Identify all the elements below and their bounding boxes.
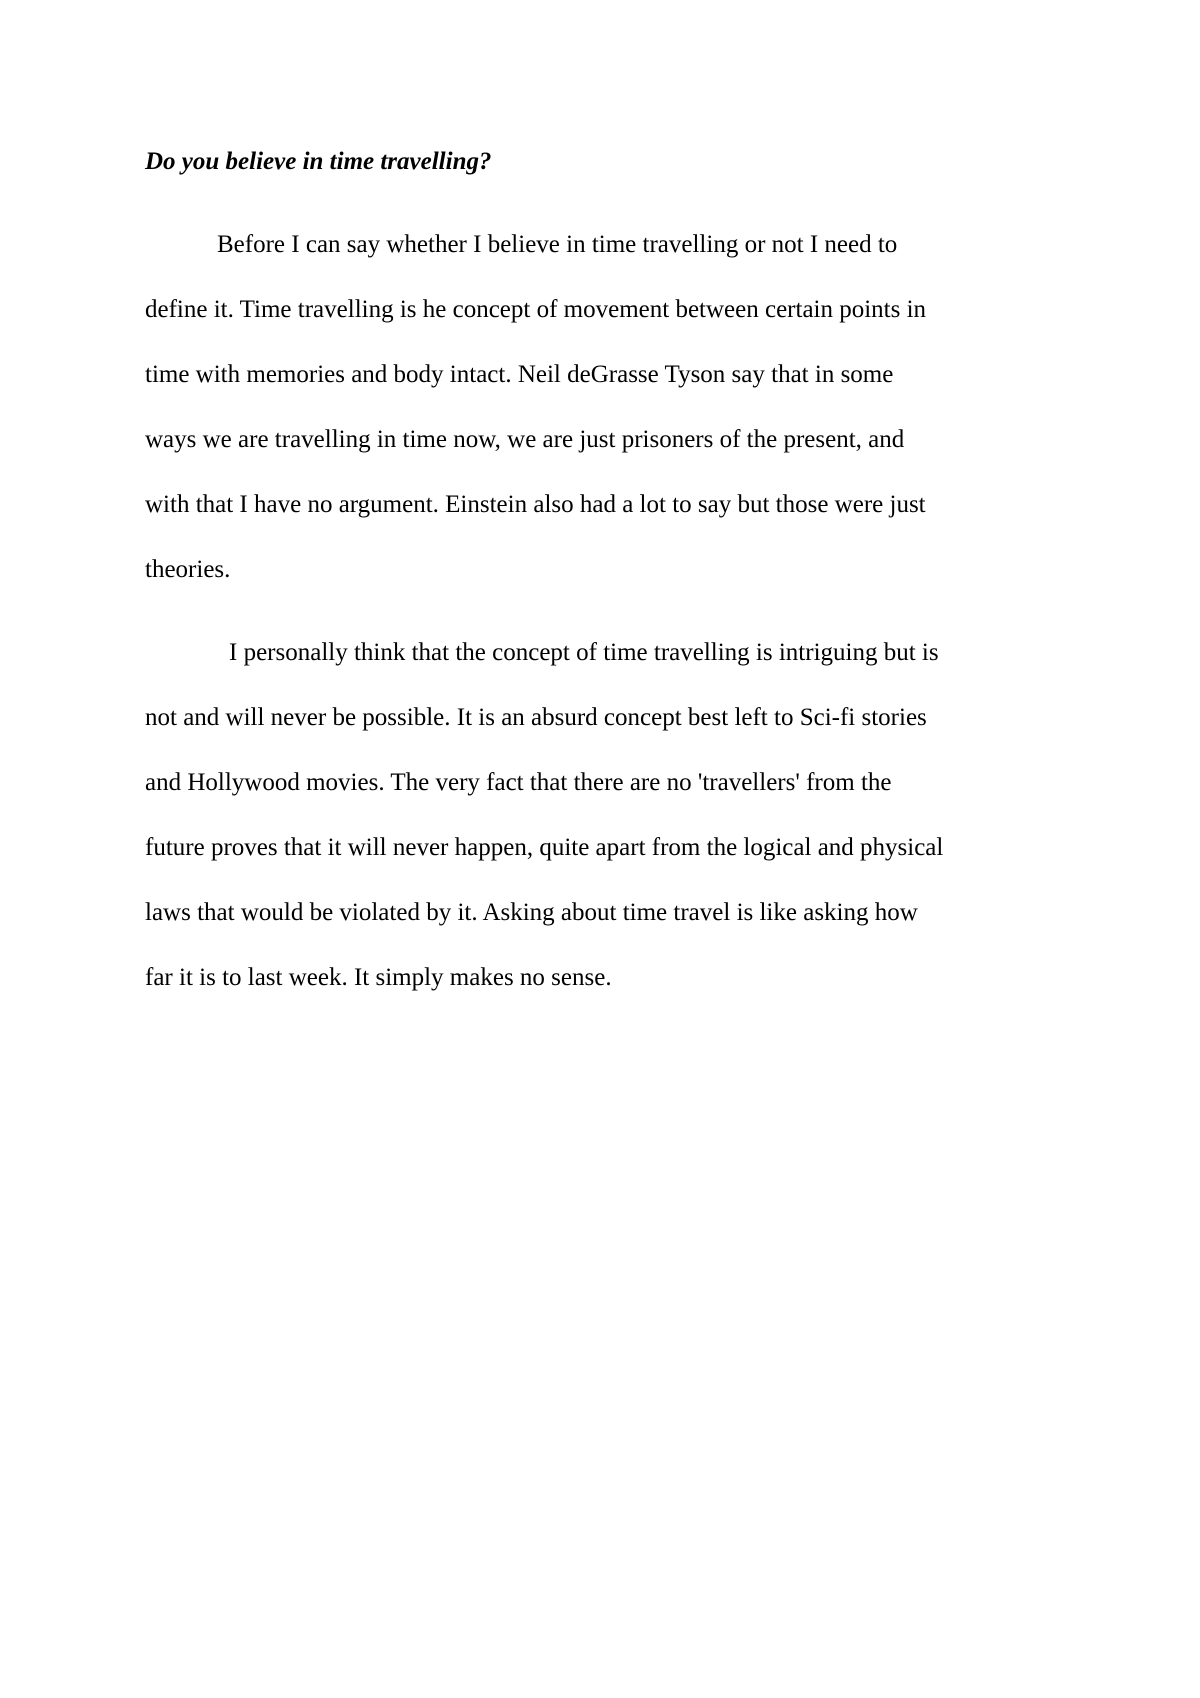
paragraph-line: define it. Time travelling is he concept of movement between certain points in [145,296,927,323]
document-title: Do you believe in time travelling? [145,148,492,175]
paragraph-line: Before I can say whether I believe in time travelling or not I need to [217,231,898,258]
paragraph-line: theories. [145,556,231,583]
paragraph-line: I personally think that the concept of time travelling is intriguing but is [229,639,939,666]
paragraph-line: with that I have no argument. Einstein also had a lot to say but those were just [145,491,926,518]
paragraph-1 [145,212,926,602]
paragraph-line: laws that would be violated by it. Asking about time travel is like asking how [145,899,918,926]
paragraph-line: and Hollywood movies. The very fact that there are no 'travellers' from the [145,769,892,796]
paragraph-2 [145,620,943,1010]
paragraph-line: time with memories and body intact. Neil deGrasse Tyson say that in some [145,361,894,388]
paragraph-line: ways we are travelling in time now, we are just prisoners of the present, and [145,426,905,453]
paragraph-line: far it is to last week. It simply makes no sense. [145,964,612,991]
paragraph-line: future proves that it will never happen, quite apart from the logical and physical [145,834,944,861]
paragraph-line: not and will never be possible. It is an absurd concept best left to Sci-fi stories [145,704,927,731]
